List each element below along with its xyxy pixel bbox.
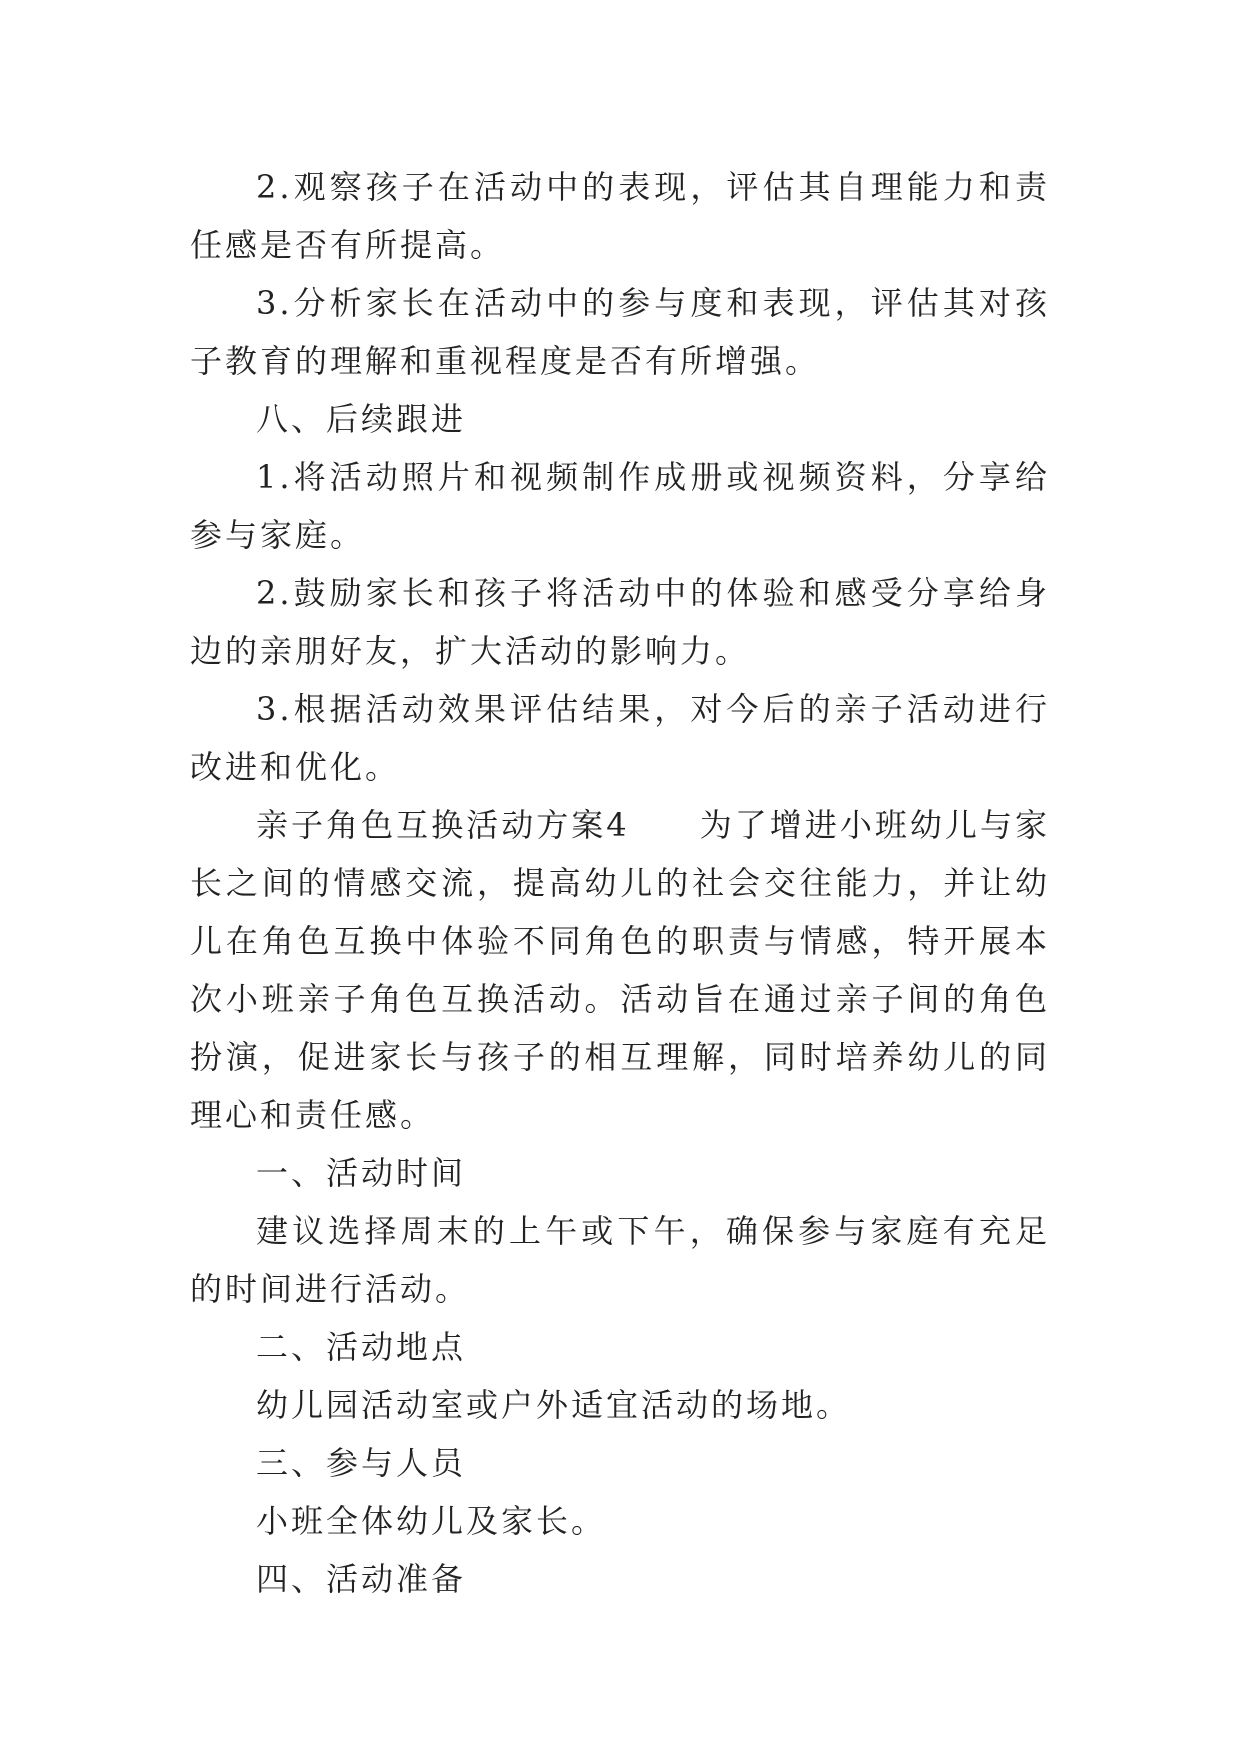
- paragraph-evaluate-child: 2.观察孩子在活动中的表现，评估其自理能力和责任感是否有所提高。: [190, 168, 1050, 264]
- paragraph-follow-up-3: 3.根据活动效果评估结果，对今后的亲子活动进行改进和优化。: [190, 690, 1050, 786]
- paragraph-evaluate-parent: 3.分析家长在活动中的参与度和表现，评估其对孩子教育的理解和重视程度是否有所增强。: [190, 284, 1050, 380]
- paragraph-follow-up-2: 2.鼓励家长和孩子将活动中的体验和感受分享给身边的亲朋好友，扩大活动的影响力。: [190, 574, 1050, 670]
- paragraph-location: 幼儿园活动室或户外适宜活动的场地。: [256, 1386, 852, 1424]
- paragraph-time: 建议选择周末的上午或下午，确保参与家庭有充足的时间进行活动。: [190, 1212, 1050, 1308]
- section-heading-time: 一、活动时间: [256, 1154, 467, 1192]
- paragraph-follow-up-1: 1.将活动照片和视频制作成册或视频资料，分享给参与家庭。: [190, 458, 1050, 554]
- document-body: [190, 158, 1050, 1608]
- paragraph-participants: 小班全体幼儿及家长。: [256, 1502, 607, 1540]
- section-heading-participants: 三、参与人员: [256, 1444, 467, 1482]
- section-heading-follow-up: 八、后续跟进: [256, 400, 467, 438]
- paragraph-plan-4-intro: 亲子角色互换活动方案4 为了增进小班幼儿与家长之间的情感交流，提高幼儿的社会交往能力，并让幼儿在角色互换中体验不同角色的职责与情感，特开展本次小班亲子角色互换活动。活动旨在通过亲子间的角色扮演，促进家长与孩子的相互理解，同时培养幼儿的同理心和责任感。: [190, 806, 1050, 1134]
- section-heading-preparation: 四、活动准备: [256, 1560, 467, 1598]
- section-heading-location: 二、活动地点: [256, 1328, 467, 1366]
